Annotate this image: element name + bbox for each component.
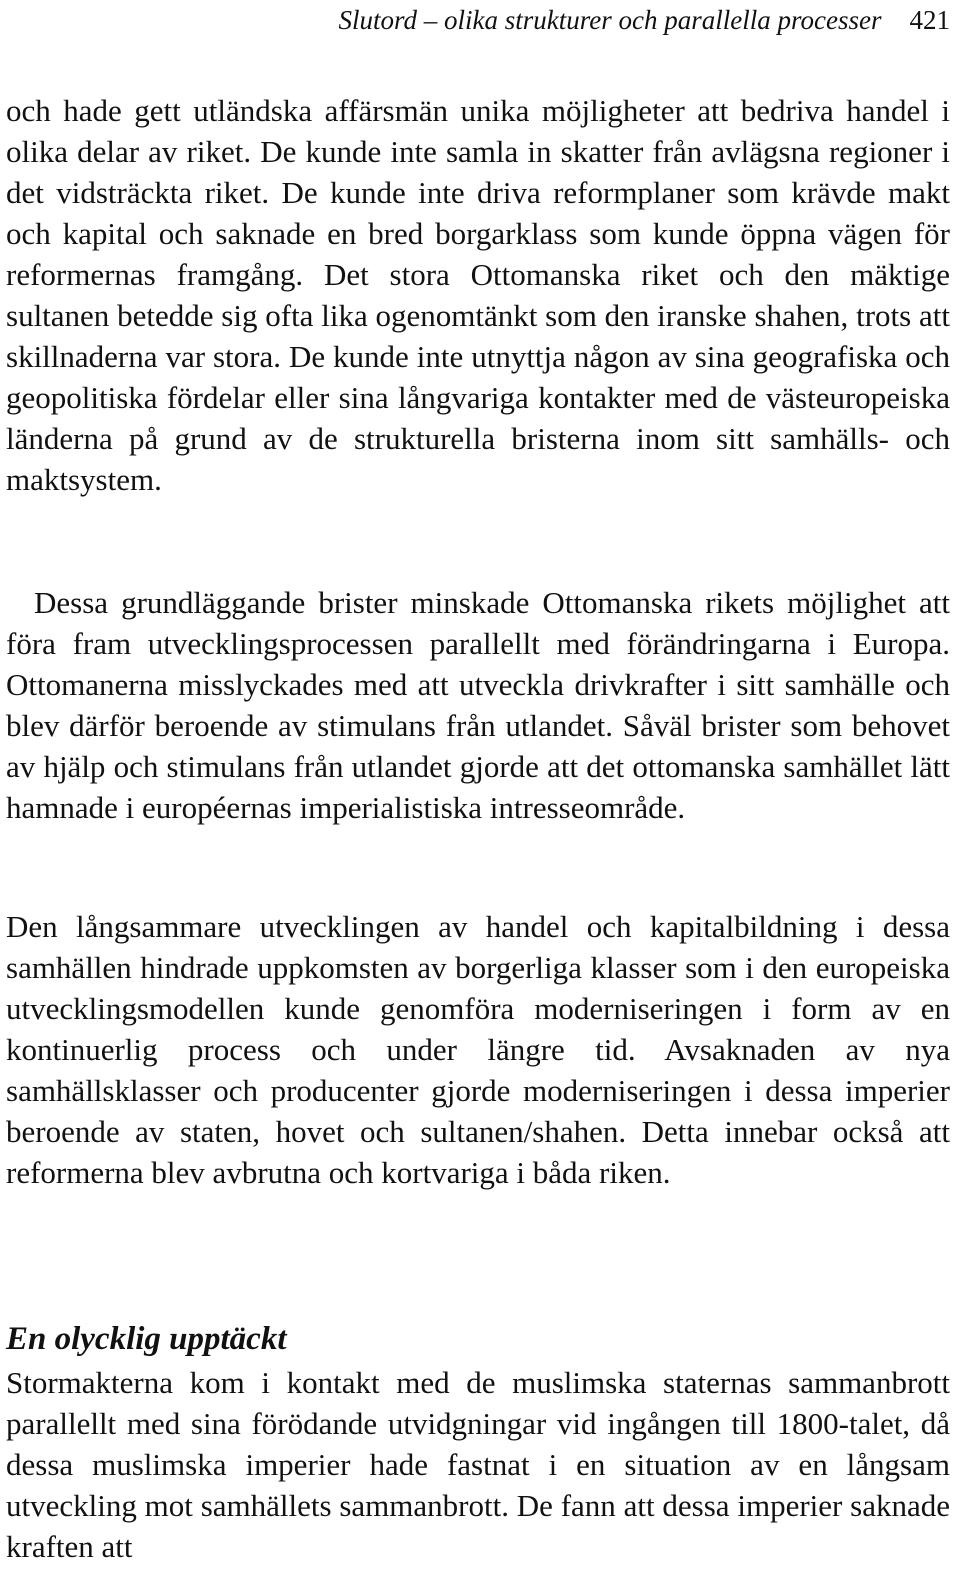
page-number: 421 [909, 5, 950, 35]
body-paragraph-3: Den långsammare utvecklingen av handel och kapitalbildning i dessa samhällen hindrade uppkomsten av borgerliga klasser som i den europeiska utvecklingsmodellen kunde genomföra moderniseringen i form av en kontinuerlig process och under längre tid. Avsaknaden av nya samhällsklasser och producenter gjorde moderniseringen i dessa imperier beroende av staten, hovet och sultanen/shahen. Detta innebar också att reformerna blev avbrutna och kortvariga i båda riken. [6, 909, 950, 1190]
running-title: Slutord – olika strukturer och parallella processer [338, 5, 882, 35]
section-paragraph: Stormakterna kom i kontakt med de muslimska staternas sammanbrott parallellt med sina förödande utvidgningar vid ingången till 1800-talet, då dessa muslimska imperier hade fastnat i en situation av en långsam utveckling mot samhällets sammanbrott. De fann att dessa imperier saknade kraften att [6, 1365, 950, 1564]
running-header [8, 2, 950, 42]
section-heading: En olycklig upptäckt [6, 1321, 287, 1357]
body-paragraph-2: Dessa grundläggande brister minskade Ottomanska rikets möjlighet att föra fram utvecklingsprocessen parallellt med förändringarna i Europa. Ottomanerna misslyckades med att utveckla drivkrafter i sitt samhälle och blev därför beroende av stimulans från utlandet. Såväl brister som behovet av hjälp och stimulans från utlandet gjorde att det ottomanska samhället lätt hamnade i européernas imperialistiska intresseområde. [6, 585, 950, 825]
body-paragraph-1: och hade gett utländska affärsmän unika möjligheter att bedriva handel i olika delar av riket. De kunde inte samla in skatter från avlägsna regioner i det vidsträckta riket. De kunde inte driva reformplaner som krävde makt och kapital och saknade en bred borgarklass som kunde öppna vägen för reformernas framgång. Det stora Ottomanska riket och den mäktige sultanen betedde sig ofta lika ogenomtänkt som den iranske shahen, trots att skillnaderna var stora. De kunde inte utnyttja någon av sina geografiska och geopolitiska fördelar eller sina långvariga kontakter med de västeuropeiska länderna på grund av de strukturella bristerna inom sitt samhälls- och maktsystem. [6, 93, 950, 497]
